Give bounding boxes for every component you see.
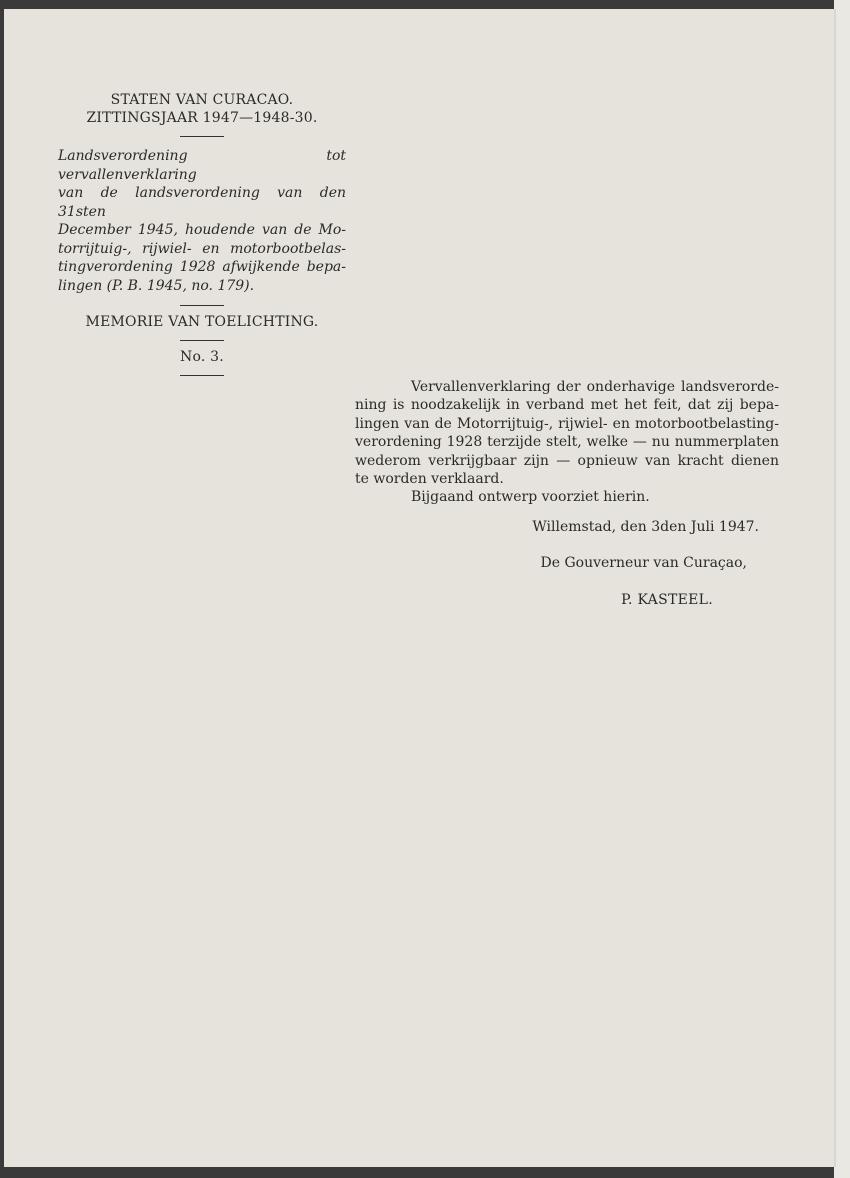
place-date: Willemstad, den 3den Juli 1947.	[532, 518, 759, 535]
body-line: lingen van de Motorrijtuig-, rijwiel- en motorbootbelasting-	[355, 415, 779, 432]
document-number: No. 3.	[180, 349, 224, 365]
second-paragraph: Bijgaand ontwerp voorziet hierin.	[411, 489, 650, 506]
memorie-heading: MEMORIE VAN TOELICHTING.	[85, 314, 319, 330]
ordinance-title	[58, 147, 346, 295]
header-line-1: STATEN VAN CURACAO.	[110, 92, 294, 108]
title-line: lingen (P. B. 1945, no. 179).	[58, 277, 255, 294]
divider	[180, 136, 224, 137]
title-line: torrijtuig-, rijwiel- en motorbootbelas-	[58, 240, 346, 257]
divider	[180, 340, 224, 341]
explanation-paragraph	[355, 378, 779, 488]
governor-title: De Gouverneur van Curaçao,	[540, 555, 747, 572]
scan-border	[834, 0, 850, 1178]
body-line: Vervallenverklaring der onderhavige landsverorde-	[411, 379, 779, 395]
document-page	[4, 9, 834, 1167]
title-line: tingverordening 1928 afwijkende bepa-	[58, 259, 346, 275]
explanation-block	[355, 378, 779, 609]
header-line-2: ZITTINGSJAAR 1947—1948-30.	[86, 110, 318, 126]
divider	[180, 375, 224, 376]
body-line: te worden verklaard.	[355, 471, 504, 488]
title-line: Landsverordening tot vervallenverklaring	[58, 148, 346, 183]
body-line: ning is noodzakelijk in verband met het feit, dat zij bepa-	[355, 397, 779, 414]
body-line: wederom verkrijgbaar zijn — opnieuw van kracht dienen	[355, 452, 779, 469]
heading-block	[58, 91, 346, 376]
body-line: verordening 1928 terzijde stelt, welke — nu nummerplaten	[355, 434, 779, 451]
title-line: December 1945, houdende van de Mo-	[58, 222, 346, 238]
title-line: van de landsverordening van den 31sten	[58, 185, 346, 220]
divider	[180, 305, 224, 306]
signature-name: P. KASTEEL.	[621, 591, 713, 608]
